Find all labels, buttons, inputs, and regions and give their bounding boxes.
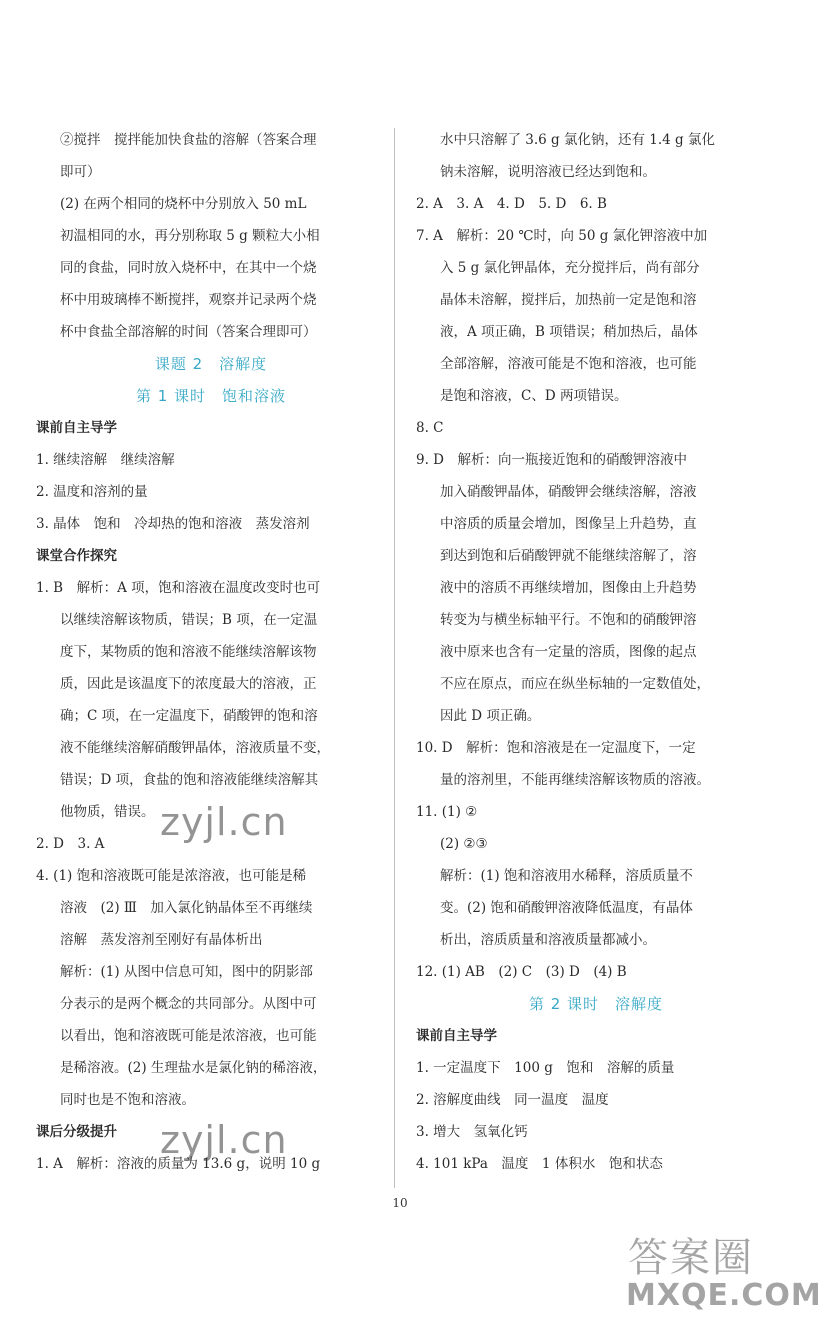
text-line: 错误；D 项，食盐的饱和溶液能继续溶解其 bbox=[60, 772, 319, 788]
text-line: 钠未溶解，说明溶液已经达到饱和。 bbox=[440, 164, 656, 180]
text-line: 2. 溶解度曲线 同一温度 温度 bbox=[416, 1092, 609, 1108]
text-line: 杯中食盐全部溶解的时间（答案合理即可） bbox=[60, 324, 317, 340]
text-line: 加入硝酸钾晶体，硝酸钾会继续溶解，溶液 bbox=[440, 484, 697, 500]
text-line: 以继续溶解该物质，错误；B 项，在一定温 bbox=[60, 612, 318, 628]
text-line: 溶解 蒸发溶剂至刚好有晶体析出 bbox=[60, 932, 263, 948]
text-line: 是饱和溶液，C、D 两项错误。 bbox=[440, 388, 628, 404]
text-line: 是稀溶液。(2) 生理盐水是氯化钠的稀溶液， bbox=[60, 1060, 327, 1076]
text-line: 2. 温度和溶剂的量 bbox=[36, 484, 148, 500]
text-line: (2) 在两个相同的烧杯中分别放入 50 mL bbox=[60, 196, 307, 212]
text-line: 转变为与横坐标轴平行。不饱和的硝酸钾溶 bbox=[440, 612, 697, 628]
text-line: 晶体未溶解，搅拌后，加热前一定是饱和溶 bbox=[440, 292, 697, 308]
text-line: ②搅拌 搅拌能加快食盐的溶解（答案合理 bbox=[60, 132, 317, 148]
section-heading: 课堂合作探究 bbox=[36, 548, 117, 564]
text-line: 2. A 3. A 4. D 5. D 6. B bbox=[416, 196, 607, 212]
watermark-text: zyjl.cn bbox=[160, 800, 288, 844]
text-line: 溶液 (2) Ⅲ 加入氯化钠晶体至不再继续 bbox=[60, 900, 313, 916]
text-line: 8. C bbox=[416, 420, 444, 436]
text-line: 中溶质的质量会增加，图像呈上升趋势，直 bbox=[440, 516, 697, 532]
text-line: 同的食盐，同时放入烧杯中，在其中一个烧 bbox=[60, 260, 317, 276]
watermark-text: zyjl.cn bbox=[160, 1118, 288, 1162]
logo-title: 答案圈 bbox=[628, 1235, 754, 1281]
lesson-title: 课题 2 溶解度 bbox=[154, 355, 268, 373]
text-line: 1. A 解析：溶液的质量为 13.6 g，说明 10 g bbox=[36, 1156, 321, 1172]
text-line: 即可） bbox=[60, 164, 101, 180]
text-line: 他物质，错误。 bbox=[60, 804, 155, 820]
text-line: 杯中用玻璃棒不断搅拌，观察并记录两个烧 bbox=[60, 292, 317, 308]
site-logo bbox=[620, 1226, 822, 1316]
text-line: 1. 继续溶解 继续溶解 bbox=[36, 452, 175, 468]
text-line: 析出，溶质质量和溶液质量都减小。 bbox=[440, 932, 656, 948]
text-line: 解析：(1) 饱和溶液用水稀释，溶质质量不 bbox=[440, 868, 693, 884]
text-line: 解析：(1) 从图中信息可知，图中的阴影部 bbox=[60, 964, 313, 980]
text-line: 液不能继续溶解硝酸钾晶体，溶液质量不变， bbox=[60, 740, 330, 756]
text-line: 度下，某物质的饱和溶液不能继续溶解该物 bbox=[60, 644, 317, 660]
text-line: 质，因此是该温度下的浓度最大的溶液，正 bbox=[60, 676, 317, 692]
text-line: 4. 101 kPa 温度 1 体积水 饱和状态 bbox=[416, 1156, 663, 1172]
text-line: 全部溶解，溶液可能是不饱和溶液，也可能 bbox=[440, 356, 697, 372]
text-line: 确；C 项，在一定温度下，硝酸钾的饱和溶 bbox=[60, 708, 318, 724]
page-number: 10 bbox=[392, 1196, 408, 1210]
section-heading: 课后分级提升 bbox=[36, 1124, 117, 1140]
text-line: 4. (1) 饱和溶液既可能是浓溶液，也可能是稀 bbox=[36, 868, 307, 884]
text-line: 液中的溶质不再继续增加，图像由上升趋势 bbox=[440, 580, 697, 596]
text-line: 3. 晶体 饱和 冷却热的饱和溶液 蒸发溶剂 bbox=[36, 516, 310, 532]
text-line: 11. (1) ② bbox=[416, 804, 478, 820]
text-line: 12. (1) AB (2) C (3) D (4) B bbox=[416, 964, 627, 980]
lesson-title: 第 1 课时 饱和溶液 bbox=[135, 387, 287, 405]
text-line: 液，A 项正确，B 项错误；稍加热后，晶体 bbox=[440, 324, 698, 340]
text-line: 因此 D 项正确。 bbox=[440, 708, 541, 724]
text-line: 9. D 解析：向一瓶接近饱和的硝酸钾溶液中 bbox=[416, 452, 687, 468]
text-line: 7. A 解析：20 ℃时，向 50 g 氯化钾溶液中加 bbox=[416, 228, 708, 244]
right-column bbox=[416, 124, 776, 1180]
text-line: 入 5 g 氯化钾晶体，充分搅拌后，尚有部分 bbox=[440, 260, 700, 276]
text-line: (2) ②③ bbox=[440, 836, 488, 852]
text-line: 1. 一定温度下 100 g 饱和 溶解的质量 bbox=[416, 1060, 675, 1076]
column-divider bbox=[394, 128, 395, 1188]
text-line: 初温相同的水，再分别称取 5 g 颗粒大小相 bbox=[60, 228, 320, 244]
text-line: 水中只溶解了 3.6 g 氯化钠，还有 1.4 g 氯化 bbox=[440, 132, 715, 148]
text-line: 1. B 解析：A 项，饱和溶液在温度改变时也可 bbox=[36, 580, 321, 596]
text-line: 以看出，饱和溶液既可能是浓溶液，也可能 bbox=[60, 1028, 317, 1044]
text-line: 分表示的是两个概念的共同部分。从图中可 bbox=[60, 996, 317, 1012]
text-line: 3. 增大 氢氧化钙 bbox=[416, 1124, 528, 1140]
text-line: 2. D 3. A bbox=[36, 836, 105, 852]
left-column bbox=[36, 124, 386, 1180]
text-line: 量的溶剂里，不能再继续溶解该物质的溶液。 bbox=[440, 772, 710, 788]
section-heading: 课前自主导学 bbox=[36, 420, 117, 436]
text-line: 同时也是不饱和溶液。 bbox=[60, 1092, 195, 1108]
text-line: 液中原来也含有一定量的溶质，图像的起点 bbox=[440, 644, 697, 660]
text-line: 变。(2) 饱和硝酸钾溶液降低温度，有晶体 bbox=[440, 900, 693, 916]
logo-domain: MXQE.COM bbox=[626, 1278, 822, 1313]
lesson-title: 第 2 课时 溶解度 bbox=[528, 995, 664, 1013]
section-heading: 课前自主导学 bbox=[416, 1028, 497, 1044]
text-line: 不应在原点，而应在纵坐标轴的一定数值处， bbox=[440, 676, 710, 692]
text-line: 到达到饱和后硝酸钾就不能继续溶解了，溶 bbox=[440, 548, 697, 564]
text-line: 10. D 解析：饱和溶液是在一定温度下，一定 bbox=[416, 740, 696, 756]
